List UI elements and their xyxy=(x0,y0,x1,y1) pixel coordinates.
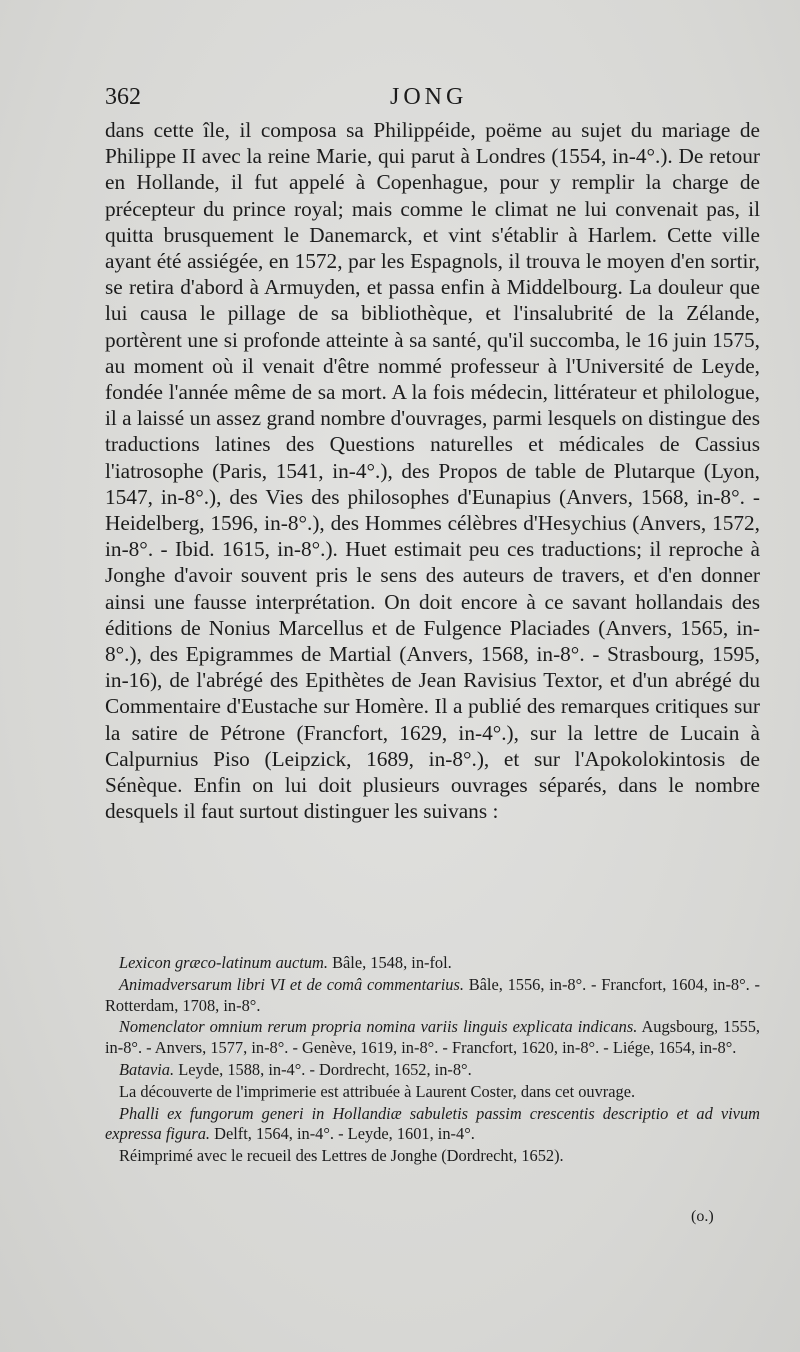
bibliography-note xyxy=(105,1082,760,1103)
entry-details: Bâle, 1548, in-fol. xyxy=(332,953,452,972)
entry-details: Leyde, 1588, in-4°. - Dordrecht, 1652, in-8°. xyxy=(178,1059,472,1079)
page-header xyxy=(105,84,760,118)
entry-details: Bâle, 1556, in-8°. - Francfort, 1604, in-8°. - Rotterdam, 1708, in-8°. xyxy=(105,974,760,1015)
entry-title: Batavia. xyxy=(119,1059,175,1079)
entry-details: Augsbourg, 1555, in-8°. - Anvers, 1577, in-8°. - Genève, 1619, in-8°. - Francfort, 1620, in-8°. - Liége, 1654, in-8°. xyxy=(105,1017,761,1058)
entry-details: Réimprimé avec le recueil des Lettres de Jonghe (Dordrecht, 1652). xyxy=(119,1146,564,1166)
bibliography-list xyxy=(105,953,760,1168)
entry-details: La découverte de l'imprimerie est attribuée à Laurent Coster, dans cet ouvrage. xyxy=(119,1081,636,1101)
page-number: 362 xyxy=(105,84,141,110)
author-signature: (o.) xyxy=(691,1208,714,1225)
bibliography-entry xyxy=(105,1104,760,1146)
entry-title: Animadversarum libri VI et de comâ commentarius. xyxy=(119,974,464,994)
bibliography-entry xyxy=(105,953,760,974)
entry-title: Phalli ex fungorum generi in Hollandiæ sabuletis passim crescentis descriptio et ad vivum expressa figura. xyxy=(105,1103,760,1144)
entry-details: Delft, 1564, in-4°. - Leyde, 1601, in-4°. xyxy=(214,1124,475,1144)
bibliography-entry xyxy=(105,975,760,1017)
bibliography-note xyxy=(105,1146,760,1167)
bibliography-entry xyxy=(105,1060,760,1081)
entry-title: Lexicon græco-latinum auctum. xyxy=(119,953,328,972)
entry-title: Nomenclator omnium rerum propria nomina variis linguis explicata indicans. xyxy=(119,1017,638,1037)
running-head: JONG xyxy=(390,84,468,110)
body-paragraph: dans cette île, il composa sa Philippéide, poëme au sujet du mariage de Philippe II avec la reine Marie, qui parut à Londres (1554, in-4°.). De retour en Hollande, il fut appelé à Copenhague, pour y remplir la charge de précepteur du prince royal; mais comme le climat ne lui convenait pas, il quitta brusquement le Danemarck, et vint s'établir à Harlem. Cette ville ayant été assiégée, en 1572, par les Espagnols, il trouva le moyen d'en sortir, se retira d'abord à Armuyden, et passa enfin à Middelbourg. La douleur que lui causa le pillage de sa bibliothèque, et l'insalubrité de la Zélande, portèrent une si profonde atteinte à sa santé, qu'il succomba, le 16 juin 1575, au moment où il venait d'être nommé professeur à l'Université de Leyde, fondée l'année même de sa mort. A la fois médecin, littérateur et philologue, il a laissé un assez grand nombre d'ouvrages, parmi lesquels on distingue des traductions latines des Questions naturelles et médicales de Cassius l'iatrosophe (Paris, 1541, in-4°.), des Propos de table de Plutarque (Lyon, 1547, in-8°.), des Vies des philosophes d'Eunapius (Anvers, 1568, in-8°. - Heidelberg, 1596, in-8°.), des Hommes célèbres d'Hesychius (Anvers, 1572, in-8°. - Ibid. 1615, in-8°.). Huet estimait peu ces traductions; il reproche à Jonghe d'avoir souvent pris le sens des auteurs de travers, et d'en donner ainsi une fausse interprétation. On doit encore à ce savant hollandais des éditions de Nonius Marcellus et de Fulgence Placiades (Anvers, 1565, in-8°.), des Epigrammes de Martial (Anvers, 1568, in-8°. - Strasbourg, 1595, in-16), de l'abrégé des Epithètes de Jean Ravisius Textor, et d'un abrégé du Commentaire d'Eustache sur Homère. Il a publié des remarques critiques sur la satire de Pétrone (Francfort, 1629, in-4°.), sur la lettre de Lucain à Calpurnius Piso (Leipzick, 1689, in-8°.), et sur l'Apokolokintosis de Sénèque. Enfin on lui doit plusieurs ouvrages séparés, dans le nombre desquels il faut surtout distinguer les suivans : xyxy=(105,118,761,824)
body-text-block xyxy=(105,117,760,824)
bibliography-entry xyxy=(105,1017,760,1059)
